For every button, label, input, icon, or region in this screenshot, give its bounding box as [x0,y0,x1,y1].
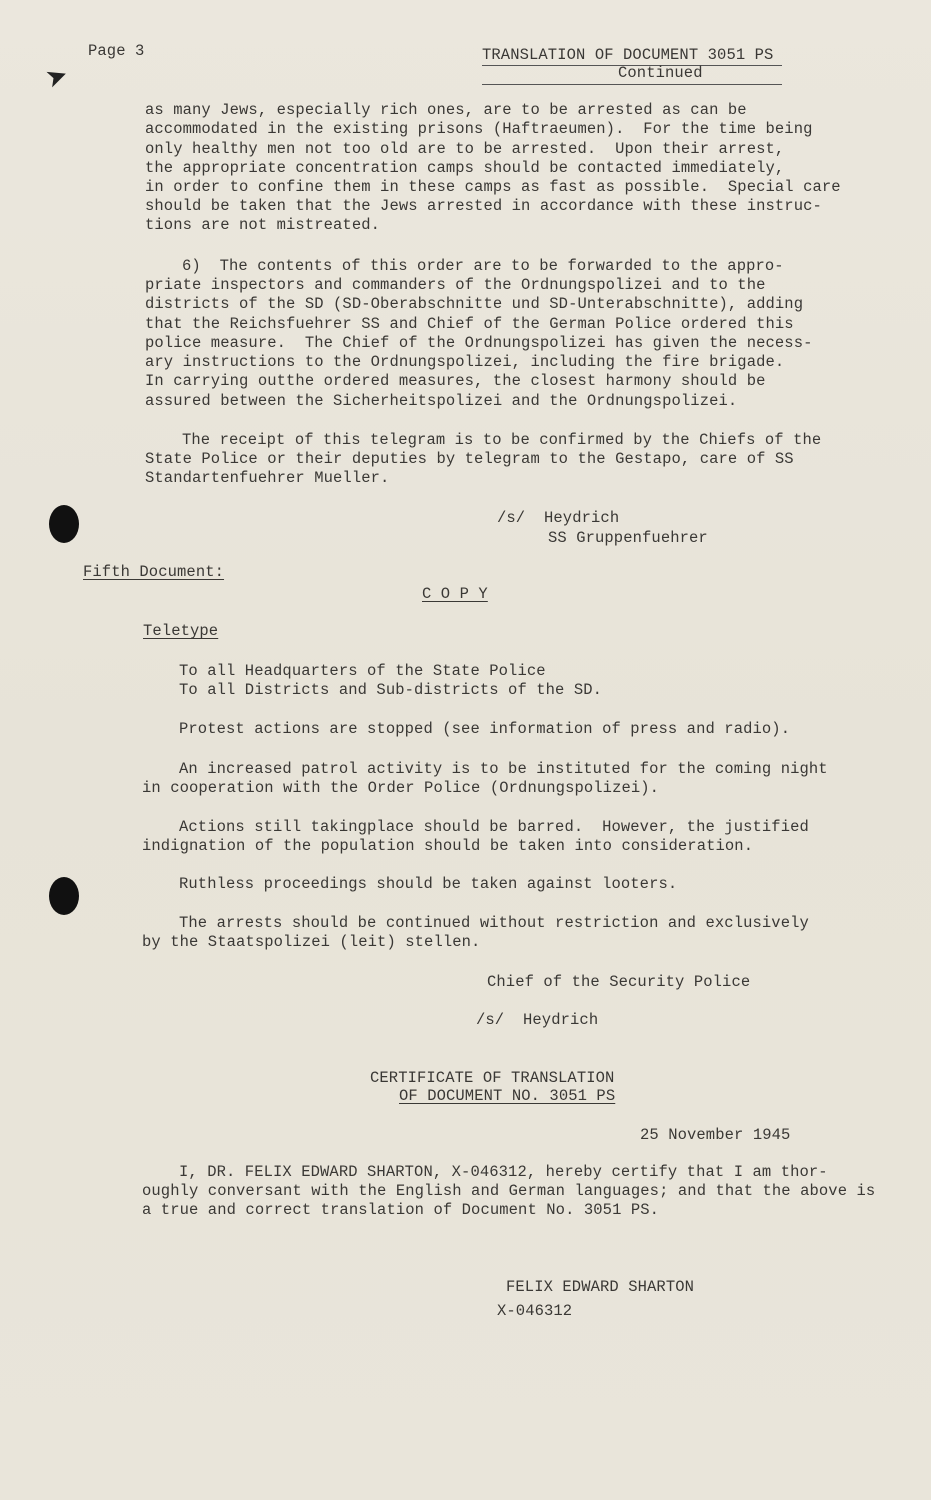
text-line: 6) The contents of this order are to be forwarded to the appro- [182,257,784,275]
fifth-document-heading: Fifth Document: [83,563,225,581]
text-line: districts of the SD (SD-Oberabschnitte und SD-Unterabschnitte), adding [145,295,804,313]
margin-check-mark: ➤ [41,59,73,95]
continued-underline [482,84,782,85]
text-line: I, DR. FELIX EDWARD SHARTON, X-046312, hereby certify that I am thor- [179,1163,828,1181]
text-line: ary instructions to the Ordnungspolizei, including the fire brigade. [145,353,785,371]
translator-name: FELIX EDWARD SHARTON [506,1278,695,1296]
document-title: TRANSLATION OF DOCUMENT 3051 PS [482,46,774,64]
text-line: Protest actions are stopped (see information of press and radio). [179,720,791,738]
page-number: Page 3 [88,42,145,60]
text-line: priate inspectors and commanders of the Ordnungspolizei and to the [145,276,766,294]
certificate-date: 25 November 1945 [640,1126,791,1144]
signer-name: /s/ Heydrich [476,1011,599,1029]
punch-hole-top [49,505,79,543]
text-line: The arrests should be continued without restriction and exclusively [179,914,809,932]
text-line: that the Reichsfuehrer SS and Chief of the German Police ordered this [145,315,794,333]
text-line: State Police or their deputies by telegram to the Gestapo, care of SS [145,450,794,468]
text-line: as many Jews, especially rich ones, are to be arrested as can be [145,101,747,119]
copy-heading: C O P Y [422,585,488,603]
text-line: oughly conversant with the English and German languages; and that the above is [142,1182,876,1200]
text-line: a true and correct translation of Document No. 3051 PS. [142,1201,660,1219]
translator-number: X-046312 [497,1302,573,1320]
text-line: in order to confine them in these camps as fast as possible. Special care [145,178,841,196]
certificate-title: CERTIFICATE OF TRANSLATION [370,1069,615,1087]
signature-rank: SS Gruppenfuehrer [548,529,708,547]
text-line: in cooperation with the Order Police (Ordnungspolizei). [142,779,660,797]
text-line: An increased patrol activity is to be instituted for the coming night [179,760,828,778]
teletype-label: Teletype [143,622,219,640]
addressee-line: To all Districts and Sub-districts of the SD. [179,681,603,699]
punch-hole-bottom [49,877,79,915]
text-line: In carrying outthe ordered measures, the closest harmony should be [145,372,766,390]
text-line: should be taken that the Jews arrested in accordance with these instruc- [145,197,822,215]
continued-label: Continued [618,64,703,82]
text-line: indignation of the population should be taken into consideration. [142,837,754,855]
text-line: police measure. The Chief of the Ordnungspolizei has given the necess- [145,334,813,352]
certificate-subtitle: OF DOCUMENT NO. 3051 PS [399,1087,616,1105]
text-line: Actions still takingplace should be barred. However, the justified [179,818,809,836]
text-line: the appropriate concentration camps should be contacted immediately, [145,159,785,177]
text-line: accommodated in the existing prisons (Haftraeumen). For the time being [145,120,813,138]
text-line: by the Staatspolizei (leit) stellen. [142,933,481,951]
text-line: tions are not mistreated. [145,216,381,234]
text-line: only healthy men not too old are to be arrested. Upon their arrest, [145,140,785,158]
signer-title: Chief of the Security Police [487,973,751,991]
text-line: Ruthless proceedings should be taken against looters. [179,875,678,893]
addressee-line: To all Headquarters of the State Police [179,662,546,680]
text-line: The receipt of this telegram is to be confirmed by the Chiefs of the [182,431,822,449]
text-line: Standartenfuehrer Mueller. [145,469,390,487]
signature-heydrich: /s/ Heydrich [497,509,620,527]
text-line: assured between the Sicherheitspolizei and the Ordnungspolizei. [145,392,738,410]
